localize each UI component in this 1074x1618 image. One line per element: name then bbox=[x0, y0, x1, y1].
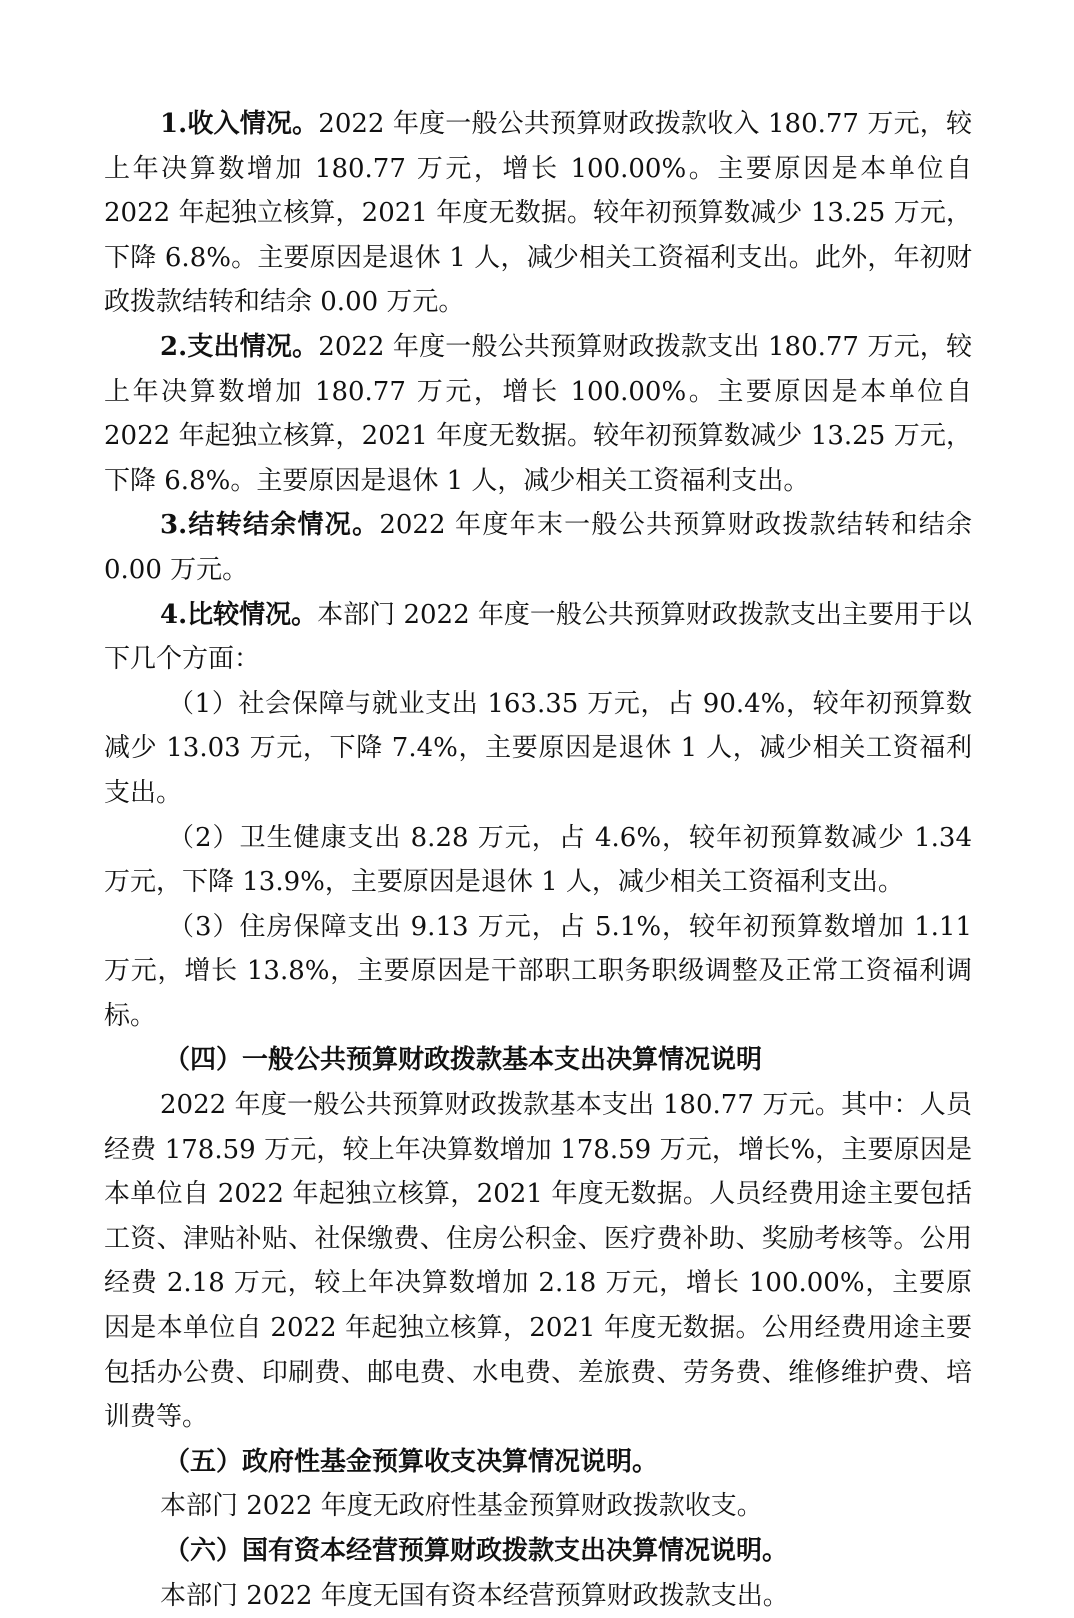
paragraph-comparison bbox=[104, 593, 972, 682]
paragraph-text: 2022 年度年末一般公共预算财政拨款结转和结余 0.00 万元。 bbox=[104, 510, 972, 585]
section-heading-state-capital: （六）国有资本经营预算财政拨款支出决算情况说明。 bbox=[164, 1536, 789, 1566]
section-heading-gov-fund: （五）政府性基金预算收支决算情况说明。 bbox=[164, 1446, 659, 1477]
section-heading-basic-expenditure: （四）一般公共预算财政拨款基本支出决算情况说明 bbox=[164, 1045, 763, 1076]
paragraph-expense bbox=[104, 325, 972, 503]
section-body-gov-fund: 本部门 2022 年度无政府性基金预算财政拨款收支。 bbox=[160, 1491, 763, 1522]
paragraph-text: 2022 年度一般公共预算财政拨款收入 180.77 万元，较上年决算数增加 180.77 万元，增长 100.00%。主要原因是本单位自 2022 年起独立核算，2021 年度无数据。较年初预算数减少 13.25 万元，下降 6.8%。主要原因是退休 1 人，减少相关工资福利支出。此外，年初财政拨款结转和结余 0.00 万元。 bbox=[104, 109, 972, 318]
paragraph-lead: 4.比较情况。 bbox=[160, 599, 318, 630]
paragraph-carryover bbox=[104, 503, 972, 592]
paragraph-lead: 3.结转结余情况。 bbox=[160, 510, 380, 541]
paragraph-lead: 1.收入情况。 bbox=[160, 109, 319, 139]
paragraph-text: 本部门 2022 年度一般公共预算财政拨款支出主要用于以下几个方面： bbox=[104, 599, 972, 675]
list-item-social-security: （1）社会保障与就业支出 163.35 万元，占 90.4%，较年初预算数减少 13.03 万元，下降 7.4%，主要原因是退休 1 人，减少相关工资福利支出。 bbox=[104, 688, 972, 808]
paragraph-lead: 2.支出情况。 bbox=[160, 331, 319, 362]
paragraph-income bbox=[104, 102, 972, 325]
section-body-basic-expenditure: 2022 年度一般公共预算财政拨款基本支出 180.77 万元。其中：人员经费 178.59 万元，较上年决算数增加 178.59 万元，增长%，主要原因是本单位自 2022 年起独立核算，2021 年度无数据。人员经费用途主要包括工资、津贴补贴、社保缴费、住房公积金、医疗费补助、奖励考核等。公用经费 2.18 万元，较上年决算数增加 2.18 万元，增长 100.00%，主要原因是本单位自 2022 年起独立核算，2021 年度无数据。公用经费用途主要包括办公费、印刷费、邮电费、水电费、差旅费、劳务费、维修维护费、培训费等。 bbox=[104, 1090, 972, 1433]
section-body-state-capital: 本部门 2022 年度无国有资本经营预算财政拨款支出。 bbox=[160, 1580, 789, 1611]
paragraph-text: 2022 年度一般公共预算财政拨款支出 180.77 万元，较上年决算数增加 180.77 万元，增长 100.00%。主要原因是本单位自 2022 年起独立核算，2021 年度无数据。较年初预算数减少 13.25 万元，下降 6.8%。主要原因是退休 1 人，减少相关工资福利支出。 bbox=[104, 331, 972, 496]
list-item-housing: （3）住房保障支出 9.13 万元，占 5.1%，较年初预算数增加 1.11 万元，增长 13.8%，主要原因是干部职工职务职级调整及正常工资福利调标。 bbox=[104, 911, 972, 1031]
list-item-health: （2）卫生健康支出 8.28 万元，占 4.6%，较年初预算数减少 1.34 万元，下降 13.9%，主要原因是退休 1 人，减少相关工资福利支出。 bbox=[104, 822, 972, 898]
